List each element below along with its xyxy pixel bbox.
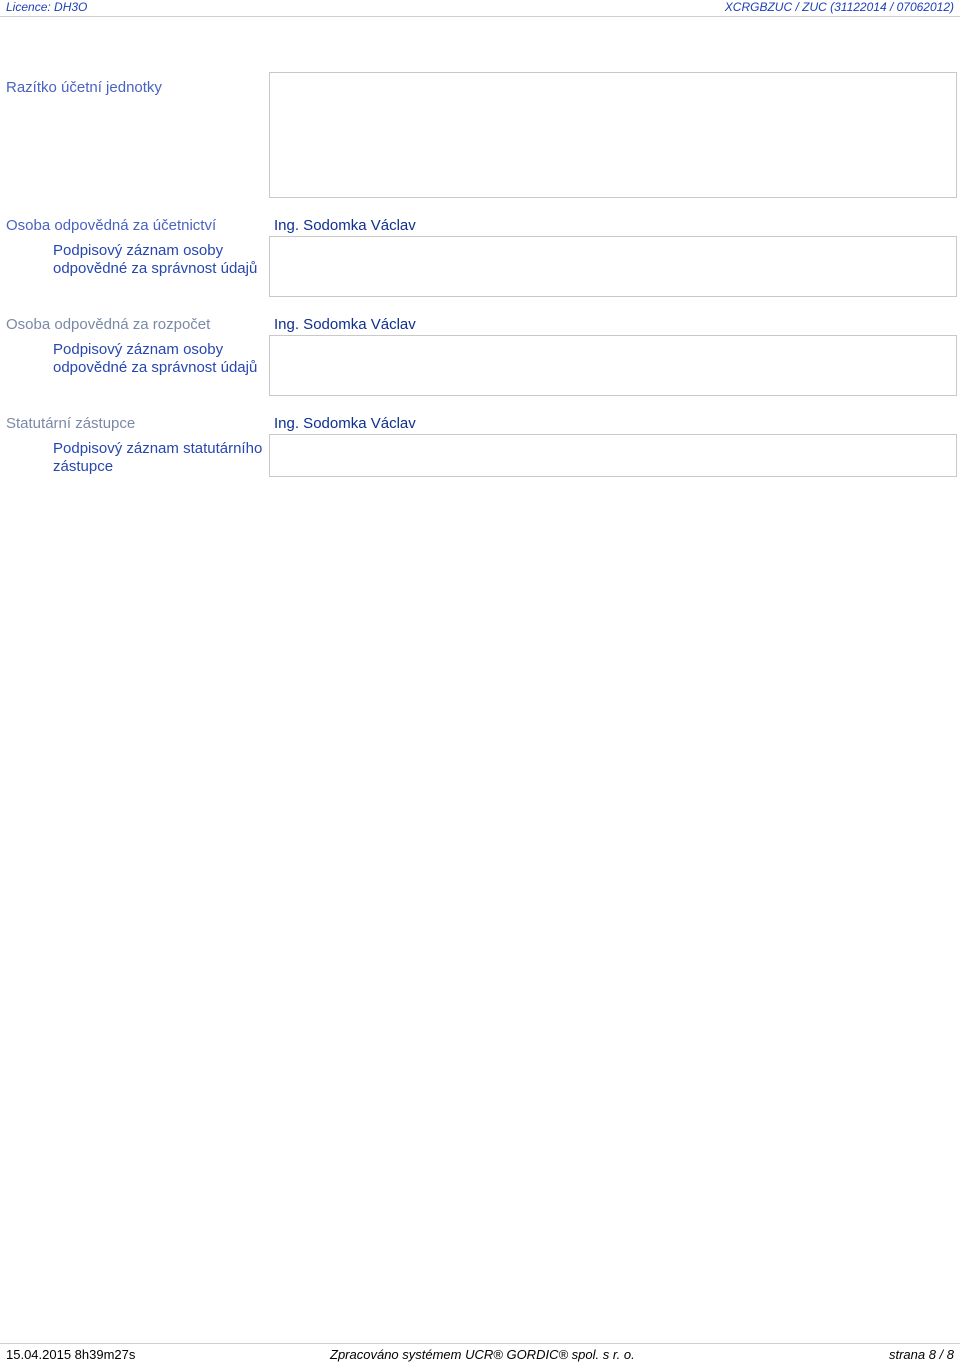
licence-text: Licence: DH3O (6, 0, 88, 14)
section-statutory-title: Statutární zástupce (6, 415, 136, 432)
section-budget-title: Osoba odpovědná za rozpočet (6, 316, 211, 333)
section-accounting-name: Ing. Sodomka Václav (274, 217, 416, 234)
section-accounting-signature-label: Podpisový záznam osoby odpovědné za správnost údajů (53, 242, 258, 277)
page-header (0, 0, 960, 17)
report-id-text: XCRGBZUC / ZUC (31122014 / 07062012) (724, 0, 954, 14)
footer-system: Zpracováno systémem UCR® GORDIC® spol. s r. o. (330, 1347, 635, 1362)
stamp-box (269, 72, 957, 198)
section-accounting-title: Osoba odpovědná za účetnictví (6, 217, 217, 234)
page-footer (0, 1343, 960, 1363)
footer-page-number: strana 8 / 8 (888, 1347, 954, 1362)
section-budget-signature-box (269, 335, 957, 396)
section-statutory-name: Ing. Sodomka Václav (274, 415, 416, 432)
section-budget-name: Ing. Sodomka Václav (274, 316, 416, 333)
section-accounting-signature-box (269, 236, 957, 297)
section-budget-signature-label: Podpisový záznam osoby odpovědné za správnost údajů (53, 341, 258, 376)
section-statutory-signature-label: Podpisový záznam statutárního zástupce (53, 440, 263, 475)
footer-timestamp: 15.04.2015 8h39m27s (6, 1347, 136, 1362)
stamp-label: Razítko účetní jednotky (6, 79, 162, 96)
section-statutory-signature-box (269, 434, 957, 477)
